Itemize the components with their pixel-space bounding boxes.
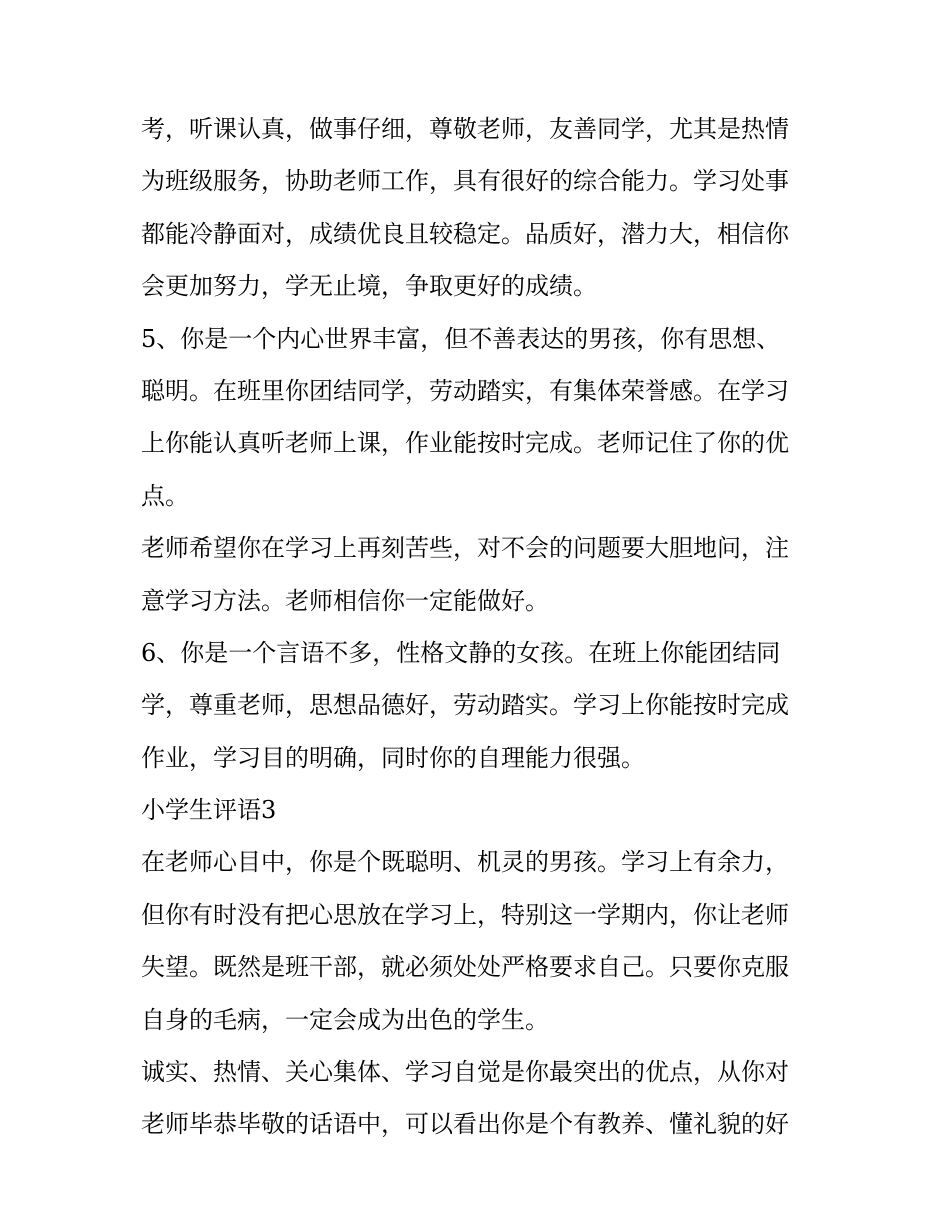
text-line: 老师希望你在学习上再刻苦些，对不会的问题要大胆地问，注: [141, 534, 789, 563]
text-line: 在老师心目中，你是个既聪明、机灵的男孩。学习上有余力，: [141, 848, 789, 877]
text-line: 聪明。在班里你团结同学，劳动踏实，有集体荣誉感。在学习: [141, 376, 789, 405]
text-line: 老师毕恭毕敬的话语中，可以看出你是个有教养、懂礼貌的好: [141, 1110, 789, 1139]
text-line: 意学习方法。老师相信你一定能做好。: [141, 586, 549, 615]
text-line: 诚实、热情、关心集体、学习自觉是你最突出的优点，从你对: [141, 1058, 789, 1087]
text-line: 自身的毛病，一定会成为出色的学生。: [141, 1005, 549, 1034]
text-line: 作业，学习目的明确，同时你的自理能力很强。: [141, 743, 645, 772]
text-line: 失望。既然是班干部，就必须处处严格要求自己。只要你克服: [141, 953, 789, 982]
text-line: 点。: [141, 481, 189, 510]
text-line: 学，尊重老师，思想品德好，劳动踏实。学习上你能按时完成: [141, 691, 789, 720]
text-line: 但你有时没有把心思放在学习上，特别这一学期内，你让老师: [141, 900, 789, 929]
text-line: 6、你是一个言语不多，性格文静的女孩。在班上你能团结同: [141, 638, 781, 667]
text-line: 考，听课认真，做事仔细，尊敬老师，友善同学，尤其是热情: [141, 115, 789, 143]
text-line: 为班级服务，协助老师工作，具有很好的综合能力。学习处事: [141, 167, 789, 196]
section-heading: 小学生评语3: [141, 796, 277, 825]
document-body: [141, 103, 821, 1151]
text-line: 5、你是一个内心世界丰富，但不善表达的男孩，你有思想、: [141, 324, 781, 353]
text-line: 都能冷静面对，成绩优良且较稳定。品质好，潜力大，相信你: [141, 219, 789, 248]
text-line: 上你能认真听老师上课，作业能按时完成。老师记住了你的优: [141, 429, 789, 458]
text-line: 会更加努力，学无止境，争取更好的成绩。: [141, 272, 597, 301]
